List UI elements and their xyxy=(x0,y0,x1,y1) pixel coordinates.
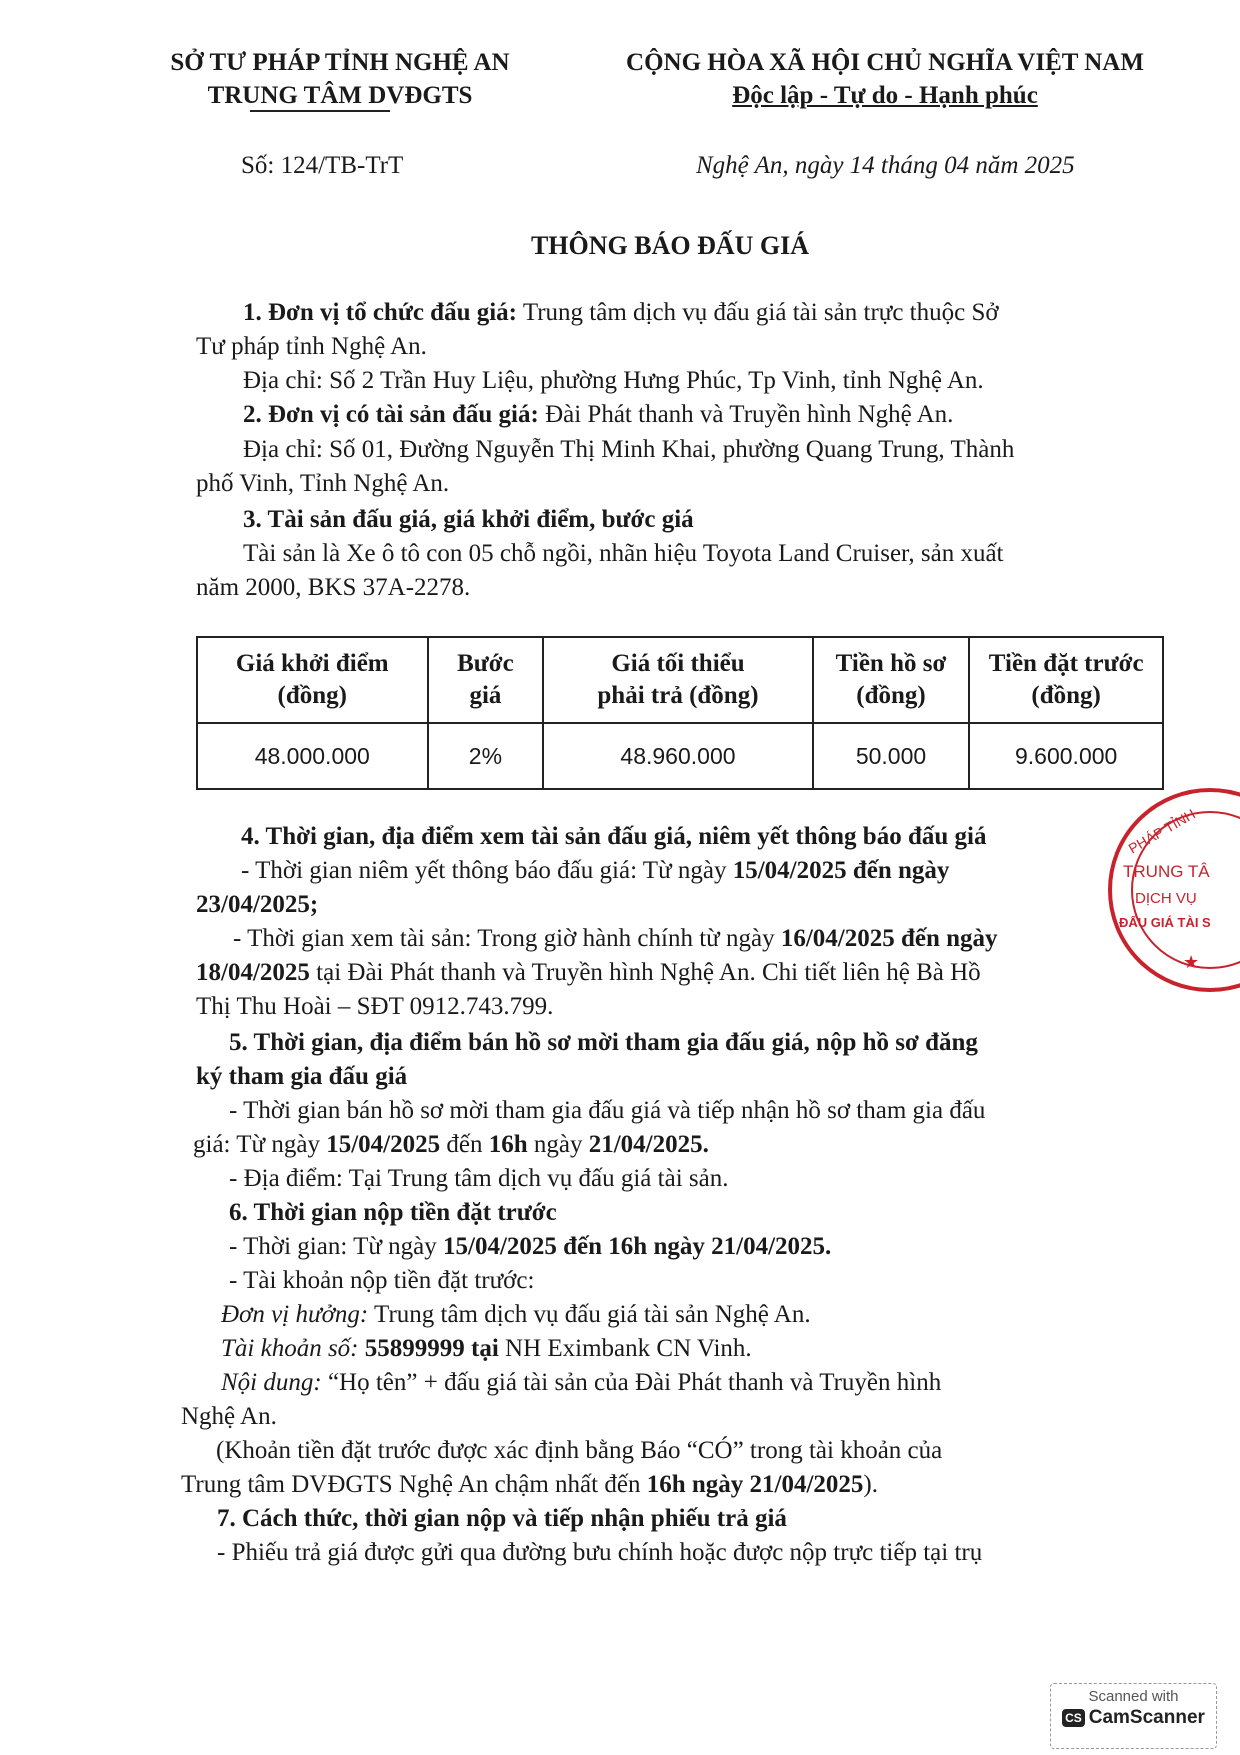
nation-name: CỘNG HÒA XÃ HỘI CHỦ NGHĨA VIỆT NAM xyxy=(626,49,1144,76)
s2-address-b: phố Vinh, Tỉnh Nghệ An. xyxy=(196,470,450,497)
place-date: Nghệ An, ngày 14 tháng 04 năm 2025 xyxy=(696,152,1075,179)
col-header-starting-price: Giá khởi điểm (đồng) xyxy=(197,637,428,723)
center-name: TRUNG TÂM DVĐGTS xyxy=(207,82,473,109)
s4-line3: - Thời gian xem tài sản: Trong giờ hành chính từ ngày 16/04/2025 đến ngày xyxy=(233,925,998,952)
national-header xyxy=(575,46,1195,112)
agency-header xyxy=(140,46,540,112)
seal-line1: TRUNG TÂ xyxy=(1123,862,1210,881)
s3-heading: 3. Tài sản đấu giá, giá khởi điểm, bước giá xyxy=(243,506,694,533)
cell-dossier-fee: 50.000 xyxy=(813,723,970,789)
s5-heading-a: 5. Thời gian, địa điểm bán hồ sơ mời tham gia đấu giá, nộp hồ sơ đăng xyxy=(229,1029,978,1056)
seal-star-icon: ★ xyxy=(1183,952,1200,973)
col-header-bid-step: Bước giá xyxy=(428,637,544,723)
cell-minimum-price: 48.960.000 xyxy=(543,723,812,789)
s6-line7: (Khoản tiền đặt trước được xác định bằng Báo “CÓ” trong tài khoản của xyxy=(216,1437,943,1464)
s5-line3: - Địa điểm: Tại Trung tâm dịch vụ đấu giá tài sản. xyxy=(229,1165,729,1192)
cell-bid-step: 2% xyxy=(428,723,544,789)
camscanner-watermark xyxy=(1050,1683,1217,1749)
s6-line2: - Tài khoản nộp tiền đặt trước: xyxy=(229,1267,535,1294)
s5-line1: - Thời gian bán hồ sơ mời tham gia đấu giá và tiếp nhận hồ sơ tham gia đấu xyxy=(229,1097,986,1124)
s5-heading-b: ký tham gia đấu giá xyxy=(196,1063,408,1090)
seal-top-text: PHÁP TỈNH xyxy=(1125,805,1198,857)
s2-text: Đài Phát thanh và Truyền hình Nghệ An. xyxy=(545,401,954,428)
s4-line5: Thị Thu Hoài – SĐT 0912.743.799. xyxy=(196,993,554,1020)
scanner-brand: CamScanner xyxy=(1088,1707,1205,1728)
doc-number: Số: 124/TB-TrT xyxy=(241,152,404,179)
s6-line6: Nghệ An. xyxy=(181,1403,277,1430)
s4-line1: - Thời gian niêm yết thông báo đấu giá: Từ ngày 15/04/2025 đến ngày xyxy=(241,857,950,884)
s7-line1: - Phiếu trả giá được gửi qua đường bưu chính hoặc được nộp trực tiếp tại trụ xyxy=(217,1539,983,1566)
header-underline xyxy=(250,110,390,112)
s6-line5: Nội dung: “Họ tên” + đấu giá tài sản của Đài Phát thanh và Truyền hình xyxy=(221,1369,942,1396)
cell-starting-price: 48.000.000 xyxy=(197,723,428,789)
s5-line2: giá: Từ ngày 15/04/2025 đến 16h ngày 21/04/2025. xyxy=(193,1131,709,1158)
col-header-minimum-price: Giá tối thiểu phải trả (đồng) xyxy=(543,637,812,723)
camscanner-logo-icon: CS xyxy=(1062,1709,1085,1727)
table-row xyxy=(197,723,1163,789)
s1-line1 xyxy=(243,297,999,329)
cell-deposit: 9.600.000 xyxy=(969,723,1163,789)
col-header-deposit: Tiền đặt trước (đồng) xyxy=(969,637,1163,723)
s1-text-b: Tư pháp tỉnh Nghệ An. xyxy=(196,333,427,360)
s7-heading: 7. Cách thức, thời gian nộp và tiếp nhận phiếu trả giá xyxy=(217,1505,787,1532)
s4-line2: 23/04/2025; xyxy=(196,891,319,918)
s2-address-a: Địa chỉ: Số 01, Đường Nguyễn Thị Minh Khai, phường Quang Trung, Thành xyxy=(243,436,1015,463)
seal-line2: DỊCH VỤ xyxy=(1135,890,1197,907)
s1-address: Địa chỉ: Số 2 Trần Huy Liệu, phường Hưng Phúc, Tp Vinh, tỉnh Nghệ An. xyxy=(243,367,984,394)
doc-title: THÔNG BÁO ĐẤU GIÁ xyxy=(530,231,810,260)
seal-line3: ĐẤU GIÁ TÀI S xyxy=(1119,915,1211,930)
fee-table xyxy=(196,636,1164,790)
s4-heading: 4. Thời gian, địa điểm xem tài sản đấu giá, niêm yết thông báo đấu giá xyxy=(241,823,987,850)
official-seal xyxy=(1105,785,1240,995)
s1-text-a: Trung tâm dịch vụ đấu giá tài sản trực thuộc Sở xyxy=(522,299,999,326)
s1-heading: 1. Đơn vị tổ chức đấu giá: xyxy=(243,299,517,326)
s6-line3: Đơn vị hưởng: Trung tâm dịch vụ đấu giá tài sản Nghệ An. xyxy=(221,1301,811,1328)
s6-line8: Trung tâm DVĐGTS Nghệ An chậm nhất đến 16h ngày 21/04/2025). xyxy=(181,1471,878,1498)
s6-heading: 6. Thời gian nộp tiền đặt trước xyxy=(229,1199,557,1226)
s3-text-a: Tài sản là Xe ô tô con 05 chỗ ngồi, nhãn hiệu Toyota Land Cruiser, sản xuất xyxy=(243,540,1004,567)
s6-line4: Tài khoản số: 55899999 tại NH Eximbank CN Vinh. xyxy=(221,1335,752,1362)
s4-line4: 18/04/2025 tại Đài Phát thanh và Truyền hình Nghệ An. Chi tiết liên hệ Bà Hồ xyxy=(196,959,981,986)
col-header-dossier-fee: Tiền hồ sơ (đồng) xyxy=(813,637,970,723)
agency-name: SỞ TƯ PHÁP TỈNH NGHỆ AN xyxy=(170,49,510,76)
s3-text-b: năm 2000, BKS 37A-2278. xyxy=(196,574,471,601)
scanner-brand-row xyxy=(1051,1707,1216,1729)
s2-line1 xyxy=(243,399,953,431)
scanner-caption: Scanned with xyxy=(1088,1688,1179,1705)
motto: Độc lập - Tự do - Hạnh phúc xyxy=(732,82,1038,109)
s6-line1: - Thời gian: Từ ngày 15/04/2025 đến 16h ngày 21/04/2025. xyxy=(229,1233,832,1260)
fee-table-header xyxy=(197,637,1163,723)
s2-heading: 2. Đơn vị có tài sản đấu giá: xyxy=(243,401,539,428)
